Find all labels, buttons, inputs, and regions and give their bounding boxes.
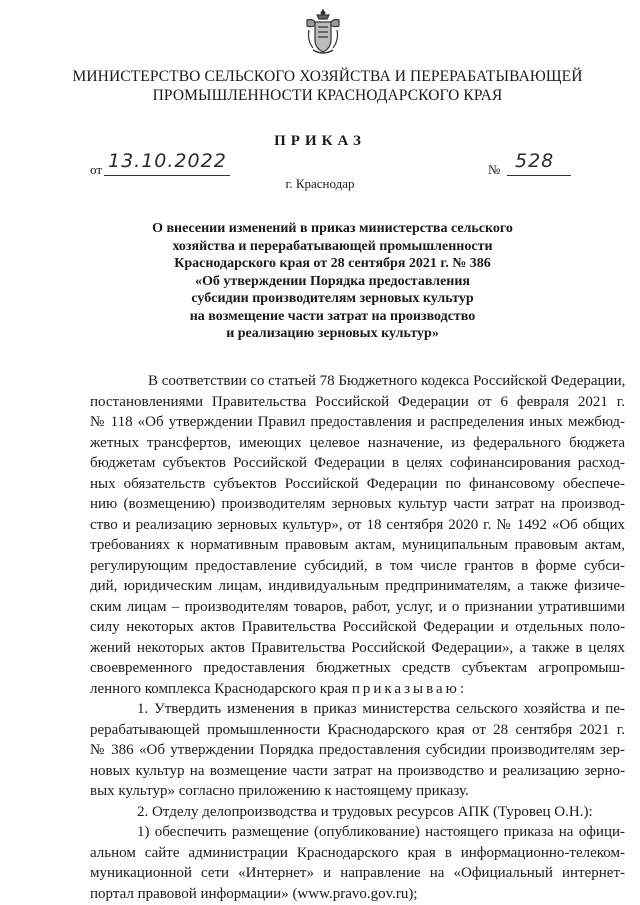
body-line: В соответствии со статьей 78 Бюджетного кодекса Российской Федерации,: [148, 373, 625, 389]
order-title: ПРИКАЗ: [274, 133, 366, 149]
body-line: жений некоторых актов Правительства Российской Федерации», а также в целях: [90, 639, 625, 656]
body-line: новых культур на возмещение части затрат на производство и реализацию зерно-: [90, 762, 625, 779]
body-line: ных обязательств субъектов Российской Федерации по финансовому обеспече-: [90, 475, 625, 492]
order-verb: приказываю:: [351, 680, 468, 697]
title-line: на возмещение части затрат на производство: [189, 308, 476, 324]
body-line: № 386 «Об утверждении Порядка предоставления субсидии производителям зер-: [90, 742, 625, 758]
body-line: силу некоторых актов Правительства Российской Федерации и отдельных поло-: [90, 619, 625, 635]
body-line: вых культур» согласно приложению к настоящему приказу.: [90, 783, 469, 799]
document-body: [90, 371, 625, 904]
body-line: альном сайте администрации Краснодарского края в информационно-телеком-: [90, 844, 625, 861]
ministry-line-2: ПРОМЫШЛЕННОСТИ КРАСНОДАРСКОГО КРАЯ: [152, 87, 503, 104]
ministry-line-1: МИНИСТЕРСТВО СЕЛЬСКОГО ХОЗЯЙСТВА И ПЕРЕРАБАТЫВАЮЩЕЙ: [72, 68, 583, 85]
body-line: [90, 679, 625, 700]
order-date: 13.10.2022: [108, 150, 227, 172]
body-line: ство и реализацию зерновых культур», от 18 сентября 2020 г. № 1492 «Об общих: [90, 516, 625, 533]
body-line: регулирующим предоставление субсидий, в том числе грантов в форме субси-: [90, 557, 625, 574]
ministry-name: [40, 67, 615, 105]
body-line: 1. Утвердить изменения в приказ министерства сельского хозяйства и пе-: [137, 701, 625, 717]
document-title: [140, 220, 525, 343]
body-line: нию (возмещению) производителям зерновых культур части затрат на производ-: [90, 496, 625, 512]
title-line: и реализацию зерновых культур»: [226, 326, 439, 341]
body-line: ским лицам – производителям товаров, работ, услуг, и о признании утратившими: [90, 598, 625, 615]
body-line: дий, юридическим лицам, индивидуальным предпринимателям, а также физиче-: [90, 578, 625, 594]
coat-of-arms-icon: [303, 6, 343, 58]
body-line: бюджетам субъектов Российской Федерации в целях софинансирования расход-: [90, 455, 625, 471]
body-line: 2. Отделу делопроизводства и трудовых ресурсов АПК (Туровец О.Н.):: [137, 803, 593, 820]
city: г. Краснодар: [285, 176, 355, 191]
title-line: хозяйства и перерабатывающей промышленности: [172, 238, 493, 254]
title-line: субсидии производителям зерновых культур: [191, 291, 474, 306]
title-line: О внесении изменений в приказ министерства сельского: [152, 221, 513, 236]
body-line: 1) обеспечить размещение (опубликование) настоящего приказа на офици-: [137, 824, 625, 840]
date-prefix: от: [90, 162, 103, 177]
body-line: постановлениями Правительства Российской Федерации от 6 февраля 2021 г.: [90, 393, 625, 410]
body-line: жетных трансфертов, имеющих целевое назначение, из федерального бюджета: [90, 434, 625, 451]
body-line: портал правовой информации» (www.pravo.gov.ru);: [90, 885, 418, 902]
body-line: требованиях к нормативным правовым актам, муниципальным правовым актам,: [90, 537, 625, 553]
body-line: рерабатывающей промышленности Краснодарского края от 28 сентября 2021 г.: [90, 721, 625, 738]
body-line: своевременного предоставления бюджетных средств субъектам агропромыш-: [90, 660, 625, 676]
title-line: «Об утверждении Порядка предоставления: [194, 273, 471, 289]
title-line: Краснодарского края от 28 сентября 2021 г. № 386: [174, 256, 491, 271]
body-line: муникационной сети «Интернет» и направление на «Официальный интернет-: [90, 865, 625, 881]
body-line: № 118 «Об утверждении Правил предоставления и распределения иных межбюд-: [90, 414, 625, 430]
body-text-run: ленного комплекса Краснодарского края: [90, 680, 349, 697]
number-prefix: №: [488, 162, 501, 177]
order-number: 528: [515, 150, 555, 172]
